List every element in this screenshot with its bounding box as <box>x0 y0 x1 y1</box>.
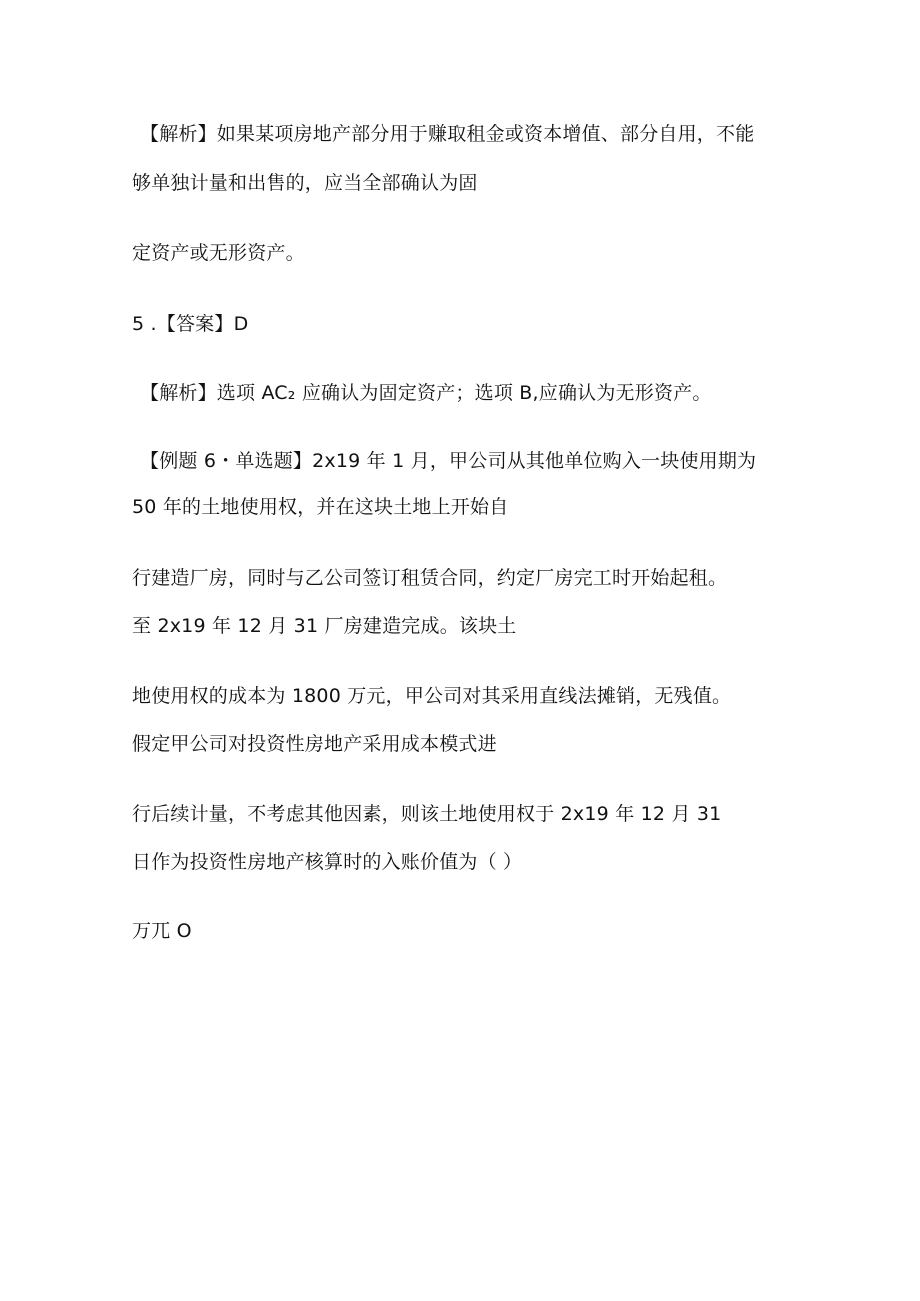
example-question-line-9: 万兀 O <box>132 920 192 942</box>
answer-heading: 5 .【答案】D <box>132 313 249 335</box>
analysis-paragraph-line-2: 够单独计量和出售的，应当全部确认为固 <box>132 172 478 194</box>
analysis-paragraph-line-1: 【解析】如果某项房地产部分用于赚取租金或资本增值、部分自用，不能 <box>140 123 755 145</box>
example-question-line-2: 50 年的土地使用权，并在这块土地上开始自 <box>132 496 509 518</box>
example-question-line-4: 至 2x19 年 12 月 31 厂房建造完成。该块土 <box>132 615 517 637</box>
example-question-line-3: 行建造厂房，同时与乙公司签订租赁合同，约定厂房完工时开始起租。 <box>132 567 728 589</box>
answer-analysis: 【解析】选项 AC₂ 应确认为固定资产；选项 B,应确认为无形资产。 <box>140 382 712 404</box>
analysis-paragraph-line-3: 定资产或无形资产。 <box>132 242 305 264</box>
example-question-line-1: 【例题 6・单选题】2x19 年 1 月，甲公司从其他单位购入一块使用期为 <box>140 450 757 472</box>
example-question-line-8: 日作为投资性房地产核算时的入账价值为（ ） <box>132 851 523 873</box>
example-question-line-7: 行后续计量，不考虑其他因素，则该土地使用权于 2x19 年 12 月 31 <box>132 803 722 825</box>
example-question-line-5: 地使用权的成本为 1800 万元，甲公司对其采用直线法摊销，无残值。 <box>132 685 732 707</box>
example-question-line-6: 假定甲公司对投资性房地产采用成本模式进 <box>132 733 497 755</box>
